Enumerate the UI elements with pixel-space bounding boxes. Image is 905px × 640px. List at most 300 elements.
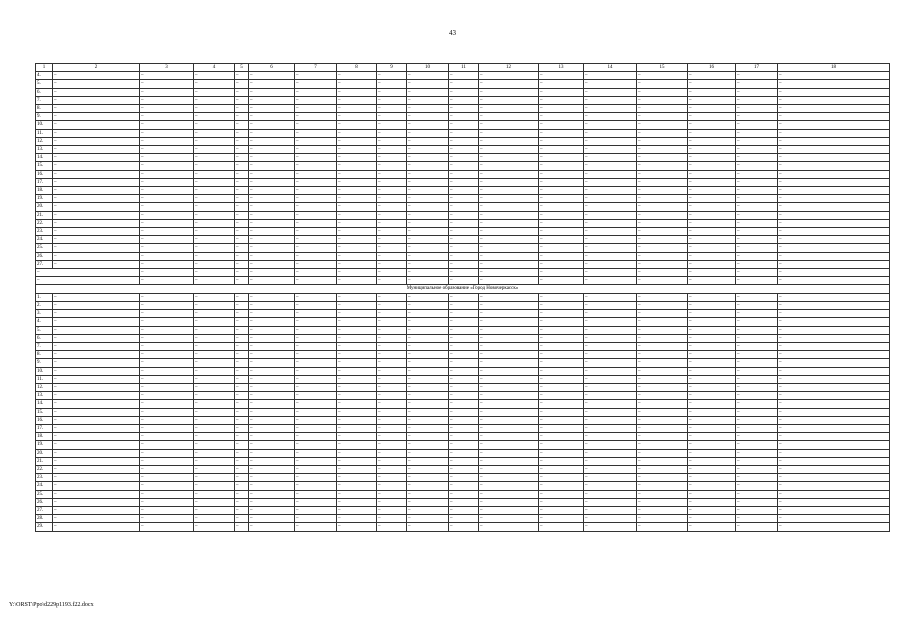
amount-cell: – (539, 219, 584, 227)
amount-cell: – (140, 375, 194, 383)
amount-cell: – (235, 433, 249, 441)
amount-cell: – (539, 408, 584, 416)
amount-cell: – (736, 203, 778, 211)
amount-cell: – (249, 219, 295, 227)
amount-cell: – (377, 400, 407, 408)
amount-cell: – (140, 515, 194, 523)
amount-cell: – (377, 326, 407, 334)
amount-cell: – (235, 137, 249, 145)
amount-cell: – (688, 88, 736, 96)
row-number-cell: 21. (36, 211, 53, 219)
amount-cell: – (539, 195, 584, 203)
amount-cell: – (637, 351, 688, 359)
amount-cell: – (295, 146, 337, 154)
amount-cell: – (539, 137, 584, 145)
amount-cell: – (377, 80, 407, 88)
amount-cell: – (479, 433, 539, 441)
amount-cell: – (249, 252, 295, 260)
amount-cell: – (637, 187, 688, 195)
amount-cell: – (140, 219, 194, 227)
amount-cell: – (584, 113, 637, 121)
amount-cell: – (407, 154, 449, 162)
amount-cell: – (235, 301, 249, 309)
amount-cell: – (479, 482, 539, 490)
amount-cell: – (407, 219, 449, 227)
amount-cell: – (778, 80, 890, 88)
amount-cell: – (449, 178, 479, 186)
amount-cell: – (295, 137, 337, 145)
amount-cell: – (479, 146, 539, 154)
address-cell: – (53, 154, 140, 162)
amount-cell: – (539, 187, 584, 195)
amount-cell: – (249, 203, 295, 211)
row-number-cell: 7. (36, 342, 53, 350)
amount-cell: – (584, 359, 637, 367)
amount-cell: – (194, 367, 235, 375)
amount-cell: – (295, 293, 337, 301)
amount-cell: – (295, 162, 337, 170)
amount-cell: – (539, 96, 584, 104)
amount-cell: – (736, 449, 778, 457)
amount-cell: – (377, 359, 407, 367)
amount-cell: – (249, 80, 295, 88)
amount-cell: – (235, 334, 249, 342)
amount-cell: – (736, 72, 778, 80)
address-cell: – (53, 482, 140, 490)
amount-cell: – (449, 326, 479, 334)
address-cell: – (53, 170, 140, 178)
amount-cell: – (688, 457, 736, 465)
amount-cell: – (539, 392, 584, 400)
amount-cell: – (235, 96, 249, 104)
amount-cell: – (449, 96, 479, 104)
amount-cell: – (337, 80, 377, 88)
amount-cell: – (584, 383, 637, 391)
amount-cell: – (688, 146, 736, 154)
amount-cell: – (539, 244, 584, 252)
amount-cell: – (194, 96, 235, 104)
amount-cell: – (377, 449, 407, 457)
amount-cell: – (377, 203, 407, 211)
amount-cell: – (688, 383, 736, 391)
amount-cell: – (235, 146, 249, 154)
amount-cell: – (449, 416, 479, 424)
amount-cell: – (377, 137, 407, 145)
amount-cell: – (249, 490, 295, 498)
address-cell: – (53, 72, 140, 80)
amount-cell: – (449, 301, 479, 309)
amount-cell: – (584, 342, 637, 350)
address-cell: – (53, 342, 140, 350)
table-row (36, 260, 890, 268)
amount-cell: – (688, 433, 736, 441)
amount-cell: – (377, 342, 407, 350)
amount-cell: – (194, 129, 235, 137)
amount-cell: – (337, 219, 377, 227)
amount-cell: – (449, 129, 479, 137)
amount-cell: – (377, 154, 407, 162)
amount-cell: – (778, 334, 890, 342)
amount-cell: – (249, 105, 295, 113)
table-row (36, 433, 890, 441)
amount-cell: – (736, 129, 778, 137)
amount-cell: – (637, 506, 688, 514)
amount-cell: – (584, 236, 637, 244)
amount-cell: – (778, 515, 890, 523)
amount-cell: – (235, 359, 249, 367)
amount-cell: – (778, 506, 890, 514)
amount-cell: – (539, 162, 584, 170)
amount-cell: – (407, 228, 449, 236)
amount-cell: – (295, 392, 337, 400)
amount-cell: – (377, 310, 407, 318)
row-number-cell: 27. (36, 506, 53, 514)
amount-cell: – (449, 203, 479, 211)
amount-cell: – (539, 490, 584, 498)
amount-cell: – (194, 187, 235, 195)
amount-cell: – (778, 490, 890, 498)
address-cell: – (53, 408, 140, 416)
amount-cell: – (194, 441, 235, 449)
amount-cell: – (479, 359, 539, 367)
row-number-cell: 16. (36, 416, 53, 424)
amount-cell: – (337, 260, 377, 268)
row-number-cell: 24. (36, 236, 53, 244)
amount-cell: – (479, 293, 539, 301)
amount-cell: – (449, 260, 479, 268)
amount-cell: – (479, 96, 539, 104)
amount-cell: – (688, 277, 736, 285)
document-file-path: Y:\ORST\Ppo\d229p1193.f22.docx (9, 602, 94, 608)
amount-cell: – (407, 244, 449, 252)
amount-cell: – (688, 96, 736, 104)
table-row (36, 457, 890, 465)
amount-cell: – (249, 375, 295, 383)
amount-cell: – (337, 441, 377, 449)
amount-cell: – (407, 367, 449, 375)
address-cell: – (53, 400, 140, 408)
address-cell: – (53, 490, 140, 498)
amount-cell: – (377, 498, 407, 506)
row-number-cell: 29. (36, 523, 53, 531)
amount-cell: – (295, 351, 337, 359)
amount-cell: – (407, 351, 449, 359)
amount-cell: – (140, 506, 194, 514)
amount-cell: – (584, 129, 637, 137)
amount-cell: – (295, 400, 337, 408)
row-number-cell: 11. (36, 129, 53, 137)
amount-cell: – (140, 293, 194, 301)
amount-cell: – (140, 162, 194, 170)
amount-cell: – (407, 392, 449, 400)
amount-cell: – (584, 146, 637, 154)
amount-cell: – (295, 424, 337, 432)
amount-cell: – (235, 474, 249, 482)
amount-cell: – (449, 72, 479, 80)
amount-cell: – (407, 474, 449, 482)
amount-cell: – (637, 88, 688, 96)
amount-cell: – (584, 211, 637, 219)
amount-cell: – (295, 113, 337, 121)
amount-cell: – (377, 416, 407, 424)
amount-cell: – (249, 457, 295, 465)
amount-cell: – (295, 449, 337, 457)
amount-cell: – (377, 383, 407, 391)
amount-cell: – (449, 105, 479, 113)
amount-cell: – (584, 392, 637, 400)
amount-cell: – (584, 424, 637, 432)
address-cell: – (53, 433, 140, 441)
amount-cell: – (337, 351, 377, 359)
amount-cell: – (584, 408, 637, 416)
amount-cell: 11 (449, 64, 479, 72)
table-row (36, 146, 890, 154)
table-row (36, 293, 890, 301)
row-number-cell: 19. (36, 441, 53, 449)
amount-cell: – (295, 457, 337, 465)
amount-cell: – (295, 408, 337, 416)
amount-cell: – (539, 465, 584, 473)
table-row (36, 113, 890, 121)
amount-cell: 7 (295, 64, 337, 72)
amount-cell: – (736, 490, 778, 498)
row-number-cell: 6. (36, 334, 53, 342)
amount-cell: – (235, 252, 249, 260)
amount-cell: – (194, 515, 235, 523)
amount-cell: – (539, 342, 584, 350)
amount-cell: – (539, 351, 584, 359)
amount-cell: – (337, 187, 377, 195)
table-row (36, 523, 890, 531)
row-number-cell: 16. (36, 170, 53, 178)
amount-cell: – (688, 424, 736, 432)
amount-cell: – (249, 293, 295, 301)
amount-cell: – (736, 392, 778, 400)
amount-cell: – (249, 211, 295, 219)
amount-cell: – (407, 129, 449, 137)
amount-cell: – (449, 375, 479, 383)
amount-cell: – (194, 433, 235, 441)
address-cell: – (53, 236, 140, 244)
amount-cell: – (140, 351, 194, 359)
amount-cell: – (377, 252, 407, 260)
amount-cell: – (407, 400, 449, 408)
row-number-cell: 12. (36, 137, 53, 145)
row-number-cell: 2. (36, 301, 53, 309)
amount-cell: – (688, 474, 736, 482)
amount-cell: – (249, 465, 295, 473)
amount-cell: – (637, 359, 688, 367)
amount-cell: – (337, 203, 377, 211)
amount-cell: – (479, 187, 539, 195)
table-row (36, 408, 890, 416)
amount-cell: – (688, 211, 736, 219)
amount-cell: – (140, 408, 194, 416)
amount-cell: – (778, 105, 890, 113)
amount-cell: – (584, 490, 637, 498)
address-cell: – (53, 162, 140, 170)
amount-cell: – (479, 203, 539, 211)
amount-cell: – (778, 457, 890, 465)
summary-table (35, 63, 890, 532)
amount-cell: – (407, 277, 449, 285)
row-number-cell: 9. (36, 359, 53, 367)
amount-cell: – (736, 96, 778, 104)
row-number-cell: 14. (36, 400, 53, 408)
amount-cell: – (377, 318, 407, 326)
amount-cell: – (337, 326, 377, 334)
amount-cell: – (637, 392, 688, 400)
amount-cell: – (249, 170, 295, 178)
amount-cell: – (736, 301, 778, 309)
amount-cell: 12 (479, 64, 539, 72)
amount-cell: – (688, 515, 736, 523)
table-row (36, 228, 890, 236)
amount-cell: – (249, 178, 295, 186)
column-number-header-row (36, 64, 890, 72)
amount-cell: – (377, 72, 407, 80)
amount-cell: – (778, 146, 890, 154)
amount-cell: – (637, 498, 688, 506)
amount-cell: – (249, 424, 295, 432)
amount-cell: – (194, 178, 235, 186)
amount-cell: – (479, 400, 539, 408)
amount-cell: – (584, 105, 637, 113)
amount-cell: – (140, 113, 194, 121)
amount-cell: – (449, 211, 479, 219)
row-number-cell: 19. (36, 195, 53, 203)
amount-cell: – (337, 334, 377, 342)
amount-cell: – (449, 162, 479, 170)
amount-cell: – (479, 72, 539, 80)
amount-cell: – (778, 203, 890, 211)
amount-cell: – (407, 113, 449, 121)
amount-cell: – (194, 105, 235, 113)
amount-cell: – (688, 482, 736, 490)
amount-cell: – (235, 318, 249, 326)
amount-cell: – (194, 318, 235, 326)
amount-cell: – (249, 416, 295, 424)
amount-cell: – (539, 252, 584, 260)
amount-cell: – (688, 244, 736, 252)
amount-cell: – (337, 523, 377, 531)
amount-cell: – (688, 113, 736, 121)
amount-cell: – (688, 129, 736, 137)
amount-cell: – (637, 334, 688, 342)
amount-cell: – (479, 408, 539, 416)
amount-cell: – (479, 342, 539, 350)
amount-cell: – (479, 129, 539, 137)
amount-cell: – (637, 154, 688, 162)
amount-cell: – (249, 383, 295, 391)
amount-cell: – (778, 416, 890, 424)
amount-cell: – (407, 105, 449, 113)
amount-cell: – (337, 482, 377, 490)
amount-cell: – (140, 154, 194, 162)
amount-cell: – (140, 334, 194, 342)
row-number-cell: 8. (36, 105, 53, 113)
amount-cell: – (337, 269, 377, 277)
row-number-cell: 11. (36, 375, 53, 383)
amount-cell: – (736, 293, 778, 301)
amount-cell: – (337, 105, 377, 113)
amount-cell: – (584, 96, 637, 104)
amount-cell: – (688, 80, 736, 88)
amount-cell: – (736, 228, 778, 236)
amount-cell: – (407, 457, 449, 465)
amount-cell: – (140, 170, 194, 178)
amount-cell: – (449, 392, 479, 400)
section-heading-row (36, 285, 890, 293)
amount-cell: – (407, 441, 449, 449)
amount-cell: – (637, 146, 688, 154)
amount-cell: – (584, 515, 637, 523)
amount-cell: – (377, 482, 407, 490)
table-row (36, 326, 890, 334)
amount-cell: – (584, 269, 637, 277)
amount-cell: – (140, 482, 194, 490)
amount-cell: – (584, 301, 637, 309)
amount-cell: – (407, 326, 449, 334)
amount-cell: – (249, 187, 295, 195)
amount-cell: – (249, 506, 295, 514)
amount-cell: – (449, 334, 479, 342)
amount-cell: – (337, 392, 377, 400)
address-cell: – (53, 80, 140, 88)
amount-cell: – (479, 105, 539, 113)
amount-cell: – (449, 269, 479, 277)
amount-cell: – (295, 211, 337, 219)
amount-cell: – (449, 383, 479, 391)
address-cell: – (53, 416, 140, 424)
amount-cell: – (539, 498, 584, 506)
amount-cell: – (249, 342, 295, 350)
amount-cell: – (637, 129, 688, 137)
amount-cell: – (249, 408, 295, 416)
amount-cell: – (539, 310, 584, 318)
row-number-cell: 5. (36, 80, 53, 88)
amount-cell: – (584, 310, 637, 318)
amount-cell: – (584, 506, 637, 514)
amount-cell: – (337, 433, 377, 441)
amount-cell: – (194, 113, 235, 121)
amount-cell: – (249, 433, 295, 441)
amount-cell: – (377, 515, 407, 523)
amount-cell: – (194, 211, 235, 219)
amount-cell: – (140, 465, 194, 473)
table-row (36, 121, 890, 129)
address-cell: – (53, 334, 140, 342)
amount-cell: – (194, 457, 235, 465)
amount-cell: – (249, 72, 295, 80)
amount-cell: – (449, 252, 479, 260)
amount-cell: – (194, 342, 235, 350)
amount-cell: – (637, 383, 688, 391)
row-number-cell: 8. (36, 351, 53, 359)
amount-cell: – (584, 178, 637, 186)
amount-cell: – (637, 277, 688, 285)
amount-cell: – (377, 424, 407, 432)
amount-cell: – (637, 170, 688, 178)
amount-cell: – (407, 146, 449, 154)
address-cell: – (53, 326, 140, 334)
amount-cell: – (778, 121, 890, 129)
table-row (36, 219, 890, 227)
amount-cell: – (337, 342, 377, 350)
amount-cell: – (249, 269, 295, 277)
amount-cell: – (140, 146, 194, 154)
amount-cell: – (337, 96, 377, 104)
